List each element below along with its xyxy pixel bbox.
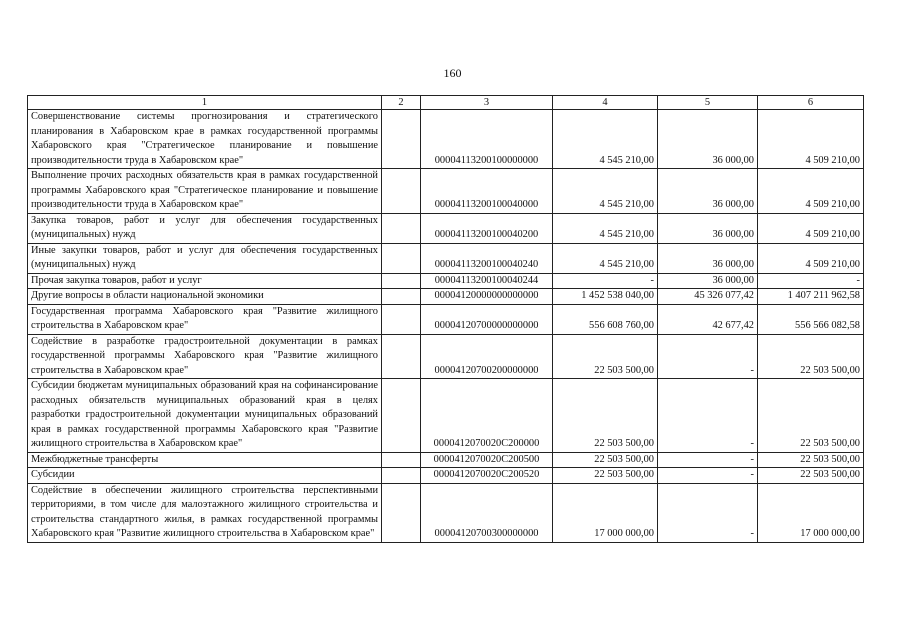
column-header: 2 xyxy=(382,96,421,110)
row-code-cell: 00004120000000000000 xyxy=(421,289,553,305)
row-code-cell: 0000412070020C200520 xyxy=(421,468,553,484)
row-total-cell: 1 407 211 962,58 xyxy=(758,289,864,305)
row-col2-cell xyxy=(382,334,421,379)
row-amount-cell: 22 503 500,00 xyxy=(553,452,658,468)
column-header: 4 xyxy=(553,96,658,110)
column-header: 6 xyxy=(758,96,864,110)
row-code-cell: 00004113200100040200 xyxy=(421,213,553,243)
row-name-cell: Другие вопросы в области национальной экономики xyxy=(28,289,382,305)
table-row xyxy=(28,483,864,542)
row-name-cell: Прочая закупка товаров, работ и услуг xyxy=(28,273,382,289)
row-amount-cell: 556 608 760,00 xyxy=(553,304,658,334)
row-col2-cell xyxy=(382,468,421,484)
row-col2-cell xyxy=(382,110,421,169)
row-col2-cell xyxy=(382,169,421,214)
row-change-cell: 36 000,00 xyxy=(658,110,758,169)
row-amount-cell: 22 503 500,00 xyxy=(553,379,658,453)
row-name-cell: Субсидии xyxy=(28,468,382,484)
row-change-cell: - xyxy=(658,468,758,484)
row-code-cell: 00004113200100040000 xyxy=(421,169,553,214)
row-change-cell: 36 000,00 xyxy=(658,243,758,273)
row-total-cell: 4 509 210,00 xyxy=(758,110,864,169)
row-code-cell: 00004120700300000000 xyxy=(421,483,553,542)
row-col2-cell xyxy=(382,483,421,542)
table-row xyxy=(28,289,864,305)
row-total-cell: 4 509 210,00 xyxy=(758,243,864,273)
budget-table xyxy=(27,95,864,543)
row-change-cell: - xyxy=(658,379,758,453)
row-col2-cell xyxy=(382,273,421,289)
column-header: 1 xyxy=(28,96,382,110)
row-total-cell: 22 503 500,00 xyxy=(758,334,864,379)
row-name-cell: Государственная программа Хабаровского края "Развитие жилищного строительства в Хабаровском крае" xyxy=(28,304,382,334)
row-total-cell: - xyxy=(758,273,864,289)
row-code-cell: 0000412070020C200500 xyxy=(421,452,553,468)
row-total-cell: 17 000 000,00 xyxy=(758,483,864,542)
table-row xyxy=(28,110,864,169)
row-change-cell: - xyxy=(658,452,758,468)
row-amount-cell: 4 545 210,00 xyxy=(553,169,658,214)
row-code-cell: 00004120700200000000 xyxy=(421,334,553,379)
table-row xyxy=(28,452,864,468)
row-name-cell: Межбюджетные трансферты xyxy=(28,452,382,468)
row-name-cell: Субсидии бюджетам муниципальных образований края на софинансирование расходных обязательств муниципальных образований края в целях разработки градостроительной документации муниципальных образований края в рамках государственной программы Хабаровского края "Развитие жилищного строительства в Хабаровском крае" xyxy=(28,379,382,453)
row-name-cell: Содействие в разработке градостроительной документации в рамках государственной программы Хабаровского края "Развитие жилищного строительства в Хабаровском крае" xyxy=(28,334,382,379)
table-body xyxy=(28,110,864,543)
row-change-cell: 45 326 077,42 xyxy=(658,289,758,305)
row-name-cell: Иные закупки товаров, работ и услуг для обеспечения государственных (муниципальных) нужд xyxy=(28,243,382,273)
row-col2-cell xyxy=(382,379,421,453)
row-total-cell: 22 503 500,00 xyxy=(758,468,864,484)
row-amount-cell: 22 503 500,00 xyxy=(553,468,658,484)
column-header: 3 xyxy=(421,96,553,110)
row-amount-cell: 4 545 210,00 xyxy=(553,213,658,243)
row-name-cell: Закупка товаров, работ и услуг для обеспечения государственных (муниципальных) нужд xyxy=(28,213,382,243)
row-amount-cell: 4 545 210,00 xyxy=(553,243,658,273)
row-col2-cell xyxy=(382,289,421,305)
table-row xyxy=(28,213,864,243)
row-amount-cell: - xyxy=(553,273,658,289)
table-row xyxy=(28,379,864,453)
row-total-cell: 22 503 500,00 xyxy=(758,379,864,453)
row-total-cell: 4 509 210,00 xyxy=(758,169,864,214)
table-row xyxy=(28,273,864,289)
table-row xyxy=(28,243,864,273)
table-row xyxy=(28,169,864,214)
row-col2-cell xyxy=(382,243,421,273)
table-header-row xyxy=(28,96,864,110)
row-amount-cell: 4 545 210,00 xyxy=(553,110,658,169)
row-amount-cell: 1 452 538 040,00 xyxy=(553,289,658,305)
row-name-cell: Совершенствование системы прогнозирования и стратегического планирования в Хабаровском крае в рамках государственной программы Хабаровского края "Стратегическое планирование и повышение производительности труда в Хабаровском крае" xyxy=(28,110,382,169)
table-row xyxy=(28,334,864,379)
table-row xyxy=(28,304,864,334)
row-code-cell: 00004113200100000000 xyxy=(421,110,553,169)
row-total-cell: 4 509 210,00 xyxy=(758,213,864,243)
row-change-cell: 36 000,00 xyxy=(658,273,758,289)
row-change-cell: 36 000,00 xyxy=(658,213,758,243)
row-total-cell: 556 566 082,58 xyxy=(758,304,864,334)
row-code-cell: 00004113200100040240 xyxy=(421,243,553,273)
row-amount-cell: 17 000 000,00 xyxy=(553,483,658,542)
page-number: 160 xyxy=(443,66,462,80)
column-header: 5 xyxy=(658,96,758,110)
row-code-cell: 00004113200100040244 xyxy=(421,273,553,289)
row-name-cell: Содействие в обеспечении жилищного строительства перспективными территориями, в том числе для малоэтажного жилищного строительства и строительства стандартного жилья, в рамках государственной программы Хабаровского края "Развитие жилищного строительства в Хабаровском крае" xyxy=(28,483,382,542)
row-col2-cell xyxy=(382,213,421,243)
row-col2-cell xyxy=(382,452,421,468)
row-change-cell: 42 677,42 xyxy=(658,304,758,334)
row-code-cell: 00004120700000000000 xyxy=(421,304,553,334)
row-code-cell: 0000412070020C200000 xyxy=(421,379,553,453)
row-change-cell: - xyxy=(658,334,758,379)
table-row xyxy=(28,468,864,484)
row-amount-cell: 22 503 500,00 xyxy=(553,334,658,379)
row-total-cell: 22 503 500,00 xyxy=(758,452,864,468)
row-col2-cell xyxy=(382,304,421,334)
row-change-cell: - xyxy=(658,483,758,542)
row-change-cell: 36 000,00 xyxy=(658,169,758,214)
row-name-cell: Выполнение прочих расходных обязательств края в рамках государственной программы Хабаровского края "Стратегическое планирование и повышение производительности труда в Хабаровском крае" xyxy=(28,169,382,214)
